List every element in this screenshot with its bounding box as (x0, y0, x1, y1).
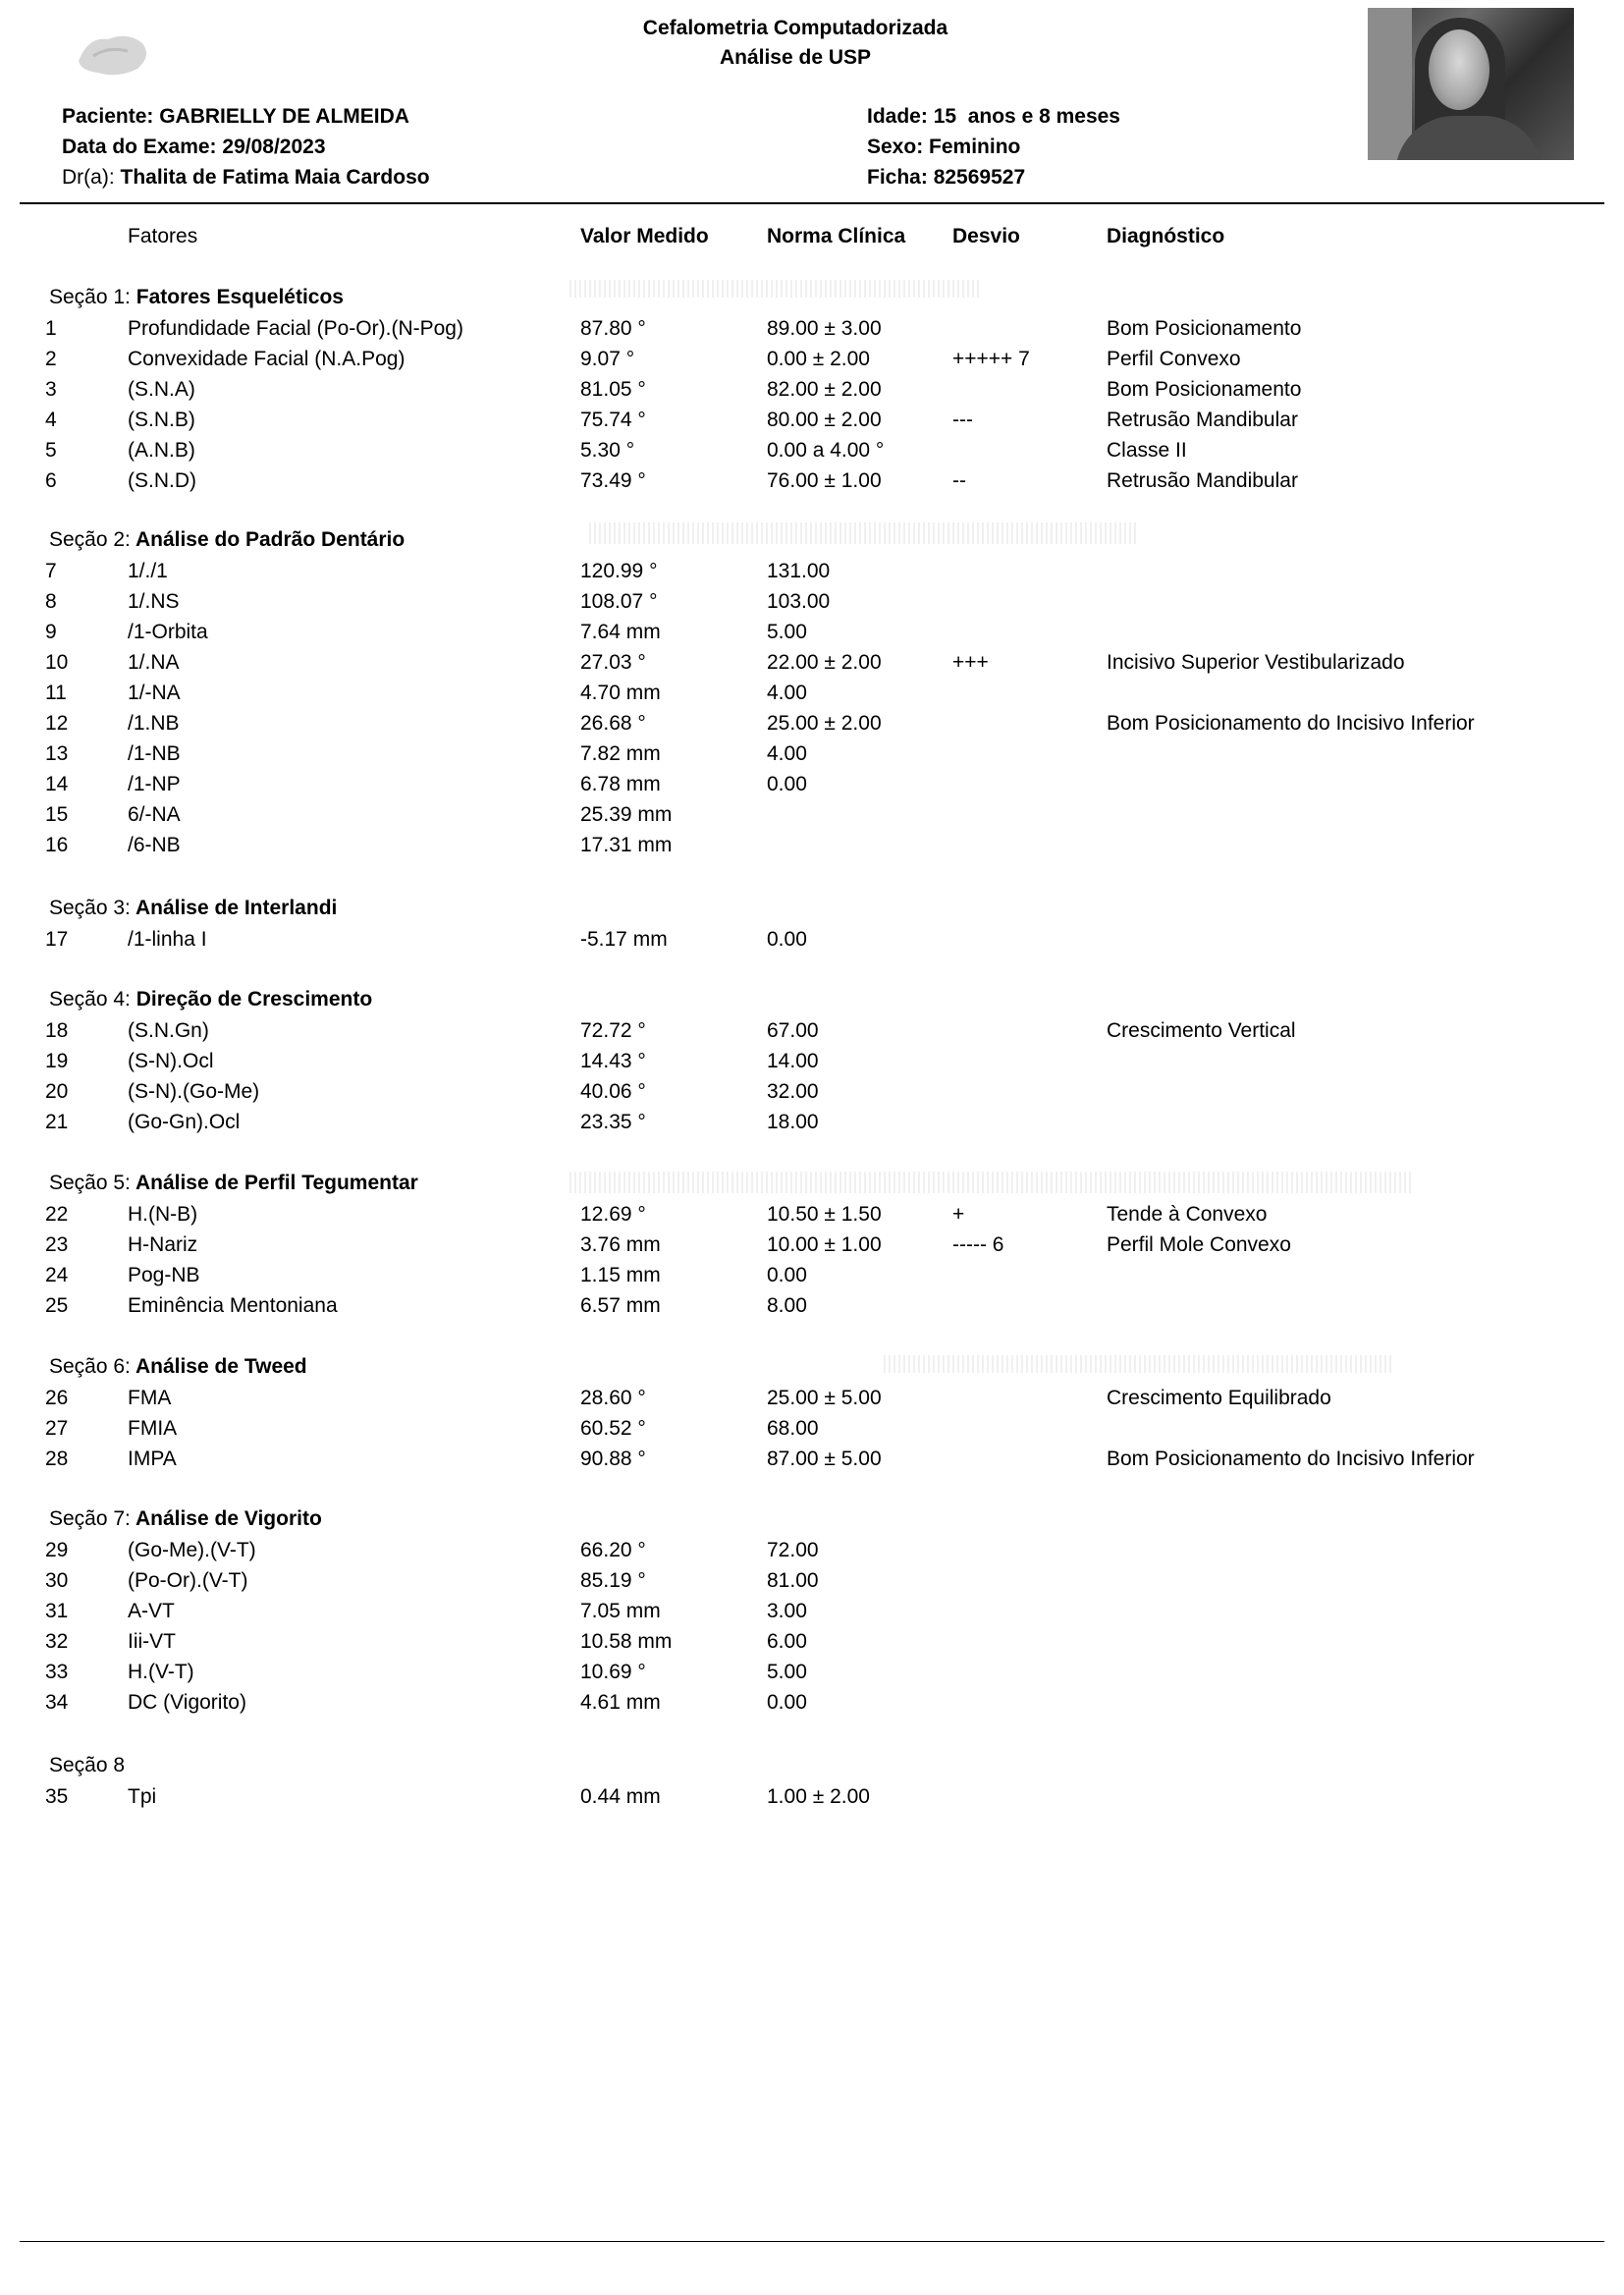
row-factor: (S.N.A) (128, 378, 195, 401)
row-factor: (Go-Me).(V-T) (128, 1539, 256, 1561)
col-header-diagnosis: Diagnóstico (1107, 225, 1225, 247)
table-row (0, 1691, 1624, 1721)
row-factor: A-VT (128, 1600, 175, 1622)
row-factor: (S.N.B) (128, 409, 195, 431)
file-value: 82569527 (933, 166, 1026, 189)
row-number: 25 (45, 1294, 69, 1317)
section-name: Análise de Interlandi (135, 897, 338, 919)
row-clinical-norm: 103.00 (767, 590, 831, 613)
row-number: 2 (45, 348, 57, 370)
row-number: 31 (45, 1600, 69, 1622)
section-name: Direção de Crescimento (135, 988, 373, 1011)
row-clinical-norm: 5.00 (767, 621, 807, 643)
row-clinical-norm: 0.00 (767, 773, 807, 795)
row-number: 16 (45, 834, 69, 856)
sex-label: Sexo: (867, 136, 924, 158)
row-factor: H.(N-B) (128, 1203, 198, 1226)
row-measured-value: 26.68 ° (580, 712, 646, 735)
table-row (0, 682, 1624, 712)
table-row (0, 439, 1624, 469)
section-name: Fatores Esqueléticos (135, 286, 344, 308)
row-clinical-norm: 67.00 (767, 1019, 819, 1042)
row-measured-value: 4.61 mm (580, 1691, 661, 1714)
row-factor: /1-NP (128, 773, 181, 795)
row-clinical-norm: 1.00 ± 2.00 (767, 1785, 870, 1808)
row-number: 10 (45, 651, 69, 674)
row-number: 30 (45, 1569, 69, 1592)
sex-value: Feminino (929, 136, 1021, 158)
section-name: Análise de Perfil Tegumentar (135, 1172, 418, 1194)
row-factor: 1/.NA (128, 651, 180, 674)
row-clinical-norm: 0.00 (767, 928, 807, 951)
section-name: Análise de Tweed (135, 1355, 307, 1378)
doctor-name: Thalita de Fatima Maia Cardoso (120, 166, 430, 189)
row-measured-value: 10.58 mm (580, 1630, 673, 1653)
row-measured-value: 27.03 ° (580, 651, 646, 674)
row-deviation: -- (952, 469, 966, 492)
row-deviation: ----- 6 (952, 1233, 1004, 1256)
row-clinical-norm: 4.00 (767, 742, 807, 765)
row-diagnosis: Bom Posicionamento do Incisivo Inferior (1107, 712, 1475, 735)
table-row (0, 469, 1624, 500)
row-diagnosis: Crescimento Equilibrado (1107, 1387, 1331, 1409)
row-number: 35 (45, 1785, 69, 1808)
table-row (0, 1569, 1624, 1600)
row-deviation: +++ (952, 651, 989, 674)
row-number: 6 (45, 469, 57, 492)
section-title (49, 528, 405, 552)
row-clinical-norm: 131.00 (767, 560, 831, 582)
row-number: 27 (45, 1417, 69, 1440)
section-name: Análise do Padrão Dentário (135, 528, 406, 551)
report-title-line1: Cefalometria Computadorizada (642, 17, 948, 39)
row-factor: (A.N.B) (128, 439, 195, 462)
row-number: 33 (45, 1661, 69, 1683)
table-row (0, 1080, 1624, 1111)
table-row (0, 348, 1624, 378)
patient-photo (1368, 8, 1574, 160)
section-prefix: Seção 3: (49, 897, 131, 919)
row-factor: /1-linha I (128, 928, 207, 951)
row-clinical-norm: 25.00 ± 2.00 (767, 712, 882, 735)
exam-date-label: Data do Exame: (62, 136, 217, 158)
doctor-line (62, 162, 430, 192)
row-measured-value: 40.06 ° (580, 1080, 646, 1103)
table-row (0, 773, 1624, 803)
row-factor: /1-NB (128, 742, 181, 765)
row-factor: 1/.NS (128, 590, 180, 613)
row-measured-value: 87.80 ° (580, 317, 646, 340)
row-number: 32 (45, 1630, 69, 1653)
table-row (0, 621, 1624, 651)
scan-artifact (569, 1172, 1414, 1193)
row-clinical-norm: 0.00 ± 2.00 (767, 348, 870, 370)
row-diagnosis: Crescimento Vertical (1107, 1019, 1296, 1042)
row-measured-value: 12.69 ° (580, 1203, 646, 1226)
row-factor: /1-Orbita (128, 621, 208, 643)
row-diagnosis: Perfil Mole Convexo (1107, 1233, 1291, 1256)
row-clinical-norm: 6.00 (767, 1630, 807, 1653)
section-prefix: Seção 5: (49, 1172, 131, 1194)
row-measured-value: 14.43 ° (580, 1050, 646, 1072)
row-factor: Pog-NB (128, 1264, 200, 1286)
age-line (867, 101, 1120, 132)
row-clinical-norm: 8.00 (767, 1294, 807, 1317)
row-number: 7 (45, 560, 57, 582)
row-diagnosis: Bom Posicionamento do Incisivo Inferior (1107, 1448, 1475, 1470)
row-factor: (Po-Or).(V-T) (128, 1569, 248, 1592)
row-measured-value: 66.20 ° (580, 1539, 646, 1561)
row-measured-value: 6.78 mm (580, 773, 661, 795)
col-header-norm: Norma Clínica (767, 225, 906, 247)
row-number: 5 (45, 439, 57, 462)
row-clinical-norm: 0.00 a 4.00 ° (767, 439, 885, 462)
row-measured-value: 17.31 mm (580, 834, 673, 856)
table-row (0, 803, 1624, 834)
row-measured-value: 5.30 ° (580, 439, 635, 462)
patient-name: GABRIELLY DE ALMEIDA (159, 105, 409, 128)
footer-divider (20, 2241, 1604, 2242)
table-row (0, 1264, 1624, 1294)
row-number: 19 (45, 1050, 69, 1072)
row-diagnosis: Incisivo Superior Vestibularizado (1107, 651, 1405, 674)
table-row (0, 1417, 1624, 1448)
table-row (0, 651, 1624, 682)
col-header-deviation: Desvio (952, 225, 1020, 247)
row-measured-value: 72.72 ° (580, 1019, 646, 1042)
header-divider (20, 202, 1604, 204)
section-prefix: Seção 1: (49, 286, 131, 308)
row-measured-value: 23.35 ° (580, 1111, 646, 1133)
row-number: 26 (45, 1387, 69, 1409)
row-measured-value: 3.76 mm (580, 1233, 661, 1256)
section-prefix: Seção 8 (49, 1754, 126, 1776)
row-number: 18 (45, 1019, 69, 1042)
row-measured-value: 90.88 ° (580, 1448, 646, 1470)
row-clinical-norm: 4.00 (767, 682, 807, 704)
row-number: 21 (45, 1111, 69, 1133)
row-number: 24 (45, 1264, 69, 1286)
section-title (49, 1172, 418, 1195)
row-clinical-norm: 5.00 (767, 1661, 807, 1683)
row-factor: 1/-NA (128, 682, 181, 704)
table-row (0, 409, 1624, 439)
row-measured-value: 28.60 ° (580, 1387, 646, 1409)
row-clinical-norm: 10.00 ± 1.00 (767, 1233, 882, 1256)
row-diagnosis: Classe II (1107, 439, 1187, 462)
col-header-factors: Fatores (128, 225, 198, 247)
section-name: Análise de Vigorito (135, 1507, 322, 1530)
row-factor: Profundidade Facial (Po-Or).(N-Pog) (128, 317, 463, 340)
row-measured-value: 85.19 ° (580, 1569, 646, 1592)
row-factor: FMIA (128, 1417, 178, 1440)
section-title (49, 286, 344, 309)
row-number: 15 (45, 803, 69, 826)
row-number: 9 (45, 621, 57, 643)
row-factor: (S.N.Gn) (128, 1019, 209, 1042)
row-number: 29 (45, 1539, 69, 1561)
row-clinical-norm: 25.00 ± 5.00 (767, 1387, 882, 1409)
age-value: 15 anos e 8 meses (933, 105, 1120, 128)
row-deviation: +++++ 7 (952, 348, 1030, 370)
row-clinical-norm: 68.00 (767, 1417, 819, 1440)
table-row (0, 1661, 1624, 1691)
row-clinical-norm: 72.00 (767, 1539, 819, 1561)
row-clinical-norm: 80.00 ± 2.00 (767, 409, 882, 431)
table-row (0, 1111, 1624, 1141)
row-number: 20 (45, 1080, 69, 1103)
row-measured-value: 0.44 mm (580, 1785, 661, 1808)
row-measured-value: 108.07 ° (580, 590, 658, 613)
section-title (49, 988, 372, 1011)
row-diagnosis: Bom Posicionamento (1107, 378, 1302, 401)
table-row (0, 1387, 1624, 1417)
row-diagnosis: Tende à Convexo (1107, 1203, 1268, 1226)
row-clinical-norm: 87.00 ± 5.00 (767, 1448, 882, 1470)
row-clinical-norm: 32.00 (767, 1080, 819, 1103)
row-measured-value: 7.05 mm (580, 1600, 661, 1622)
table-row (0, 378, 1624, 409)
section-title (49, 1754, 125, 1777)
section-prefix: Seção 7: (49, 1507, 131, 1530)
table-row (0, 1630, 1624, 1661)
row-number: 3 (45, 378, 57, 401)
report-title-line2: Análise de USP (719, 46, 872, 69)
row-clinical-norm: 0.00 (767, 1264, 807, 1286)
col-header-measured: Valor Medido (580, 225, 709, 247)
row-measured-value: 10.69 ° (580, 1661, 646, 1683)
table-row (0, 1539, 1624, 1569)
section-title (49, 1507, 322, 1531)
row-deviation: --- (952, 409, 973, 431)
row-factor: H.(V-T) (128, 1661, 194, 1683)
row-measured-value: 120.99 ° (580, 560, 658, 582)
row-measured-value: 1.15 mm (580, 1264, 661, 1286)
row-clinical-norm: 10.50 ± 1.50 (767, 1203, 882, 1226)
row-factor: IMPA (128, 1448, 177, 1470)
row-measured-value: 73.49 ° (580, 469, 646, 492)
row-factor: 6/-NA (128, 803, 181, 826)
doctor-label: Dr(a): (62, 166, 115, 189)
file-line (867, 162, 1120, 192)
table-row (0, 928, 1624, 958)
row-factor: (Go-Gn).Ocl (128, 1111, 241, 1133)
table-row (0, 560, 1624, 590)
section-prefix: Seção 6: (49, 1355, 131, 1378)
row-number: 1 (45, 317, 57, 340)
age-label: Idade: (867, 105, 928, 128)
row-number: 17 (45, 928, 69, 951)
row-factor: Eminência Mentoniana (128, 1294, 338, 1317)
patient-info-right (867, 101, 1120, 192)
row-clinical-norm: 81.00 (767, 1569, 819, 1592)
file-label: Ficha: (867, 166, 928, 189)
row-number: 22 (45, 1203, 69, 1226)
sex-line (867, 132, 1120, 162)
row-number: 13 (45, 742, 69, 765)
row-number: 8 (45, 590, 57, 613)
row-factor: Iii-VT (128, 1630, 176, 1653)
row-measured-value: 6.57 mm (580, 1294, 661, 1317)
clinic-logo (69, 22, 157, 81)
row-clinical-norm: 3.00 (767, 1600, 807, 1622)
row-factor: 1/./1 (128, 560, 168, 582)
row-clinical-norm: 89.00 ± 3.00 (767, 317, 882, 340)
patient-name-label: Paciente: (62, 105, 154, 128)
table-row (0, 1233, 1624, 1264)
row-measured-value: 9.07 ° (580, 348, 635, 370)
row-factor: (S.N.D) (128, 469, 196, 492)
row-clinical-norm: 14.00 (767, 1050, 819, 1072)
table-row (0, 742, 1624, 773)
table-row (0, 1203, 1624, 1233)
table-row (0, 1050, 1624, 1080)
row-number: 34 (45, 1691, 69, 1714)
row-factor: /1.NB (128, 712, 180, 735)
report-title (550, 14, 1041, 73)
row-diagnosis: Bom Posicionamento (1107, 317, 1302, 340)
row-clinical-norm: 82.00 ± 2.00 (767, 378, 882, 401)
row-clinical-norm: 18.00 (767, 1111, 819, 1133)
patient-name-line (62, 101, 430, 132)
row-diagnosis: Retrusão Mandibular (1107, 469, 1298, 492)
row-deviation: + (952, 1203, 965, 1226)
row-diagnosis: Retrusão Mandibular (1107, 409, 1298, 431)
row-factor: FMA (128, 1387, 172, 1409)
table-row (0, 1294, 1624, 1325)
scan-artifact (569, 280, 982, 298)
row-number: 11 (45, 682, 67, 704)
row-factor: (S-N).Ocl (128, 1050, 214, 1072)
section-title (49, 1355, 307, 1379)
row-factor: H-Nariz (128, 1233, 198, 1256)
table-row (0, 1448, 1624, 1478)
section-title (49, 897, 337, 920)
table-row (0, 590, 1624, 621)
row-clinical-norm: 76.00 ± 1.00 (767, 469, 882, 492)
row-measured-value: 81.05 ° (580, 378, 646, 401)
row-measured-value: 4.70 mm (580, 682, 661, 704)
row-factor: Convexidade Facial (N.A.Pog) (128, 348, 406, 370)
table-row (0, 834, 1624, 864)
row-diagnosis: Perfil Convexo (1107, 348, 1241, 370)
section-prefix: Seção 2: (49, 528, 131, 551)
table-row (0, 1785, 1624, 1816)
exam-date-line (62, 132, 430, 162)
row-measured-value: 60.52 ° (580, 1417, 646, 1440)
row-number: 14 (45, 773, 69, 795)
table-row (0, 1600, 1624, 1630)
row-factor: (S-N).(Go-Me) (128, 1080, 260, 1103)
exam-date: 29/08/2023 (222, 136, 326, 158)
row-factor: Tpi (128, 1785, 157, 1808)
row-measured-value: 75.74 ° (580, 409, 646, 431)
row-measured-value: 7.82 mm (580, 742, 661, 765)
section-prefix: Seção 4: (49, 988, 131, 1011)
row-factor: /6-NB (128, 834, 181, 856)
table-row (0, 317, 1624, 348)
row-number: 4 (45, 409, 57, 431)
table-row (0, 712, 1624, 742)
row-clinical-norm: 22.00 ± 2.00 (767, 651, 882, 674)
row-measured-value: 7.64 mm (580, 621, 661, 643)
row-clinical-norm: 0.00 (767, 1691, 807, 1714)
row-measured-value: -5.17 mm (580, 928, 668, 951)
scan-artifact (589, 522, 1139, 544)
row-factor: DC (Vigorito) (128, 1691, 246, 1714)
patient-info-left (62, 101, 430, 192)
row-number: 28 (45, 1448, 69, 1470)
scan-artifact (884, 1355, 1394, 1373)
row-number: 12 (45, 712, 69, 735)
row-measured-value: 25.39 mm (580, 803, 673, 826)
table-row (0, 1019, 1624, 1050)
row-number: 23 (45, 1233, 69, 1256)
